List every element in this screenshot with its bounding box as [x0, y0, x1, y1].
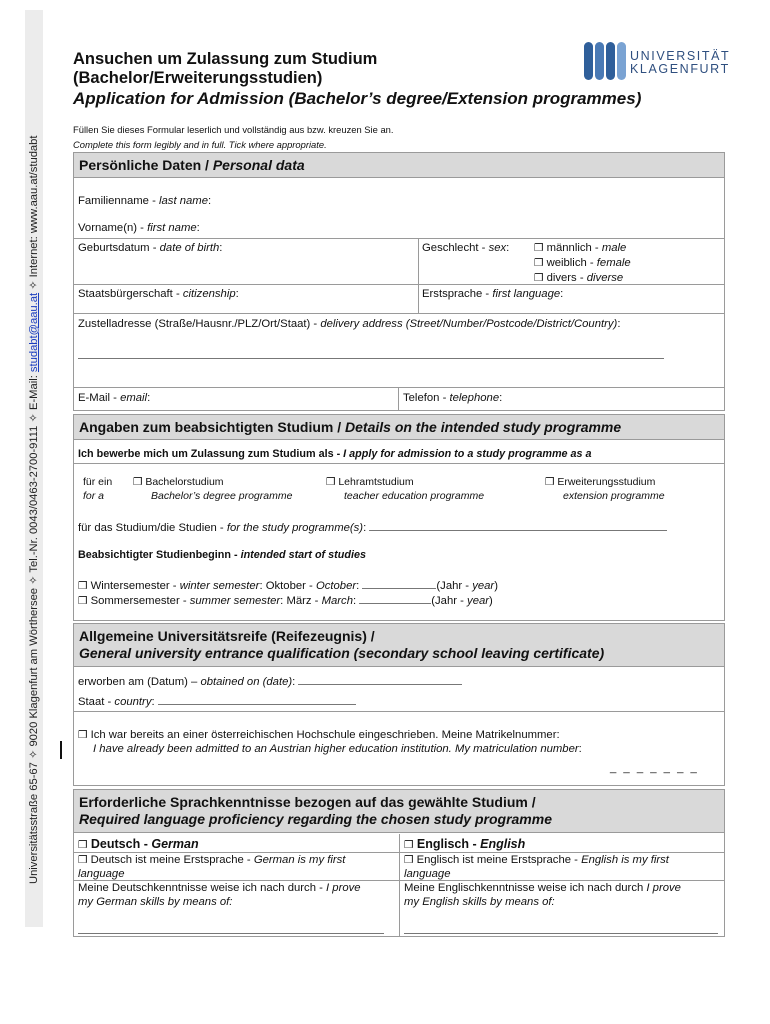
personal-data-heading: Persönliche Daten / Personal data [74, 153, 724, 178]
diverse-checkbox[interactable]: ❒ divers - diverse [534, 272, 624, 284]
fold-mark [60, 741, 62, 759]
divider [73, 387, 725, 388]
matriculation-number-field[interactable]: _ _ _ _ _ _ _ [610, 762, 699, 774]
checkbox-icon: ❒ [404, 854, 414, 866]
form-instructions [73, 122, 393, 152]
internet-text: ✧ Internet: www.aau.at/studabt [28, 135, 40, 293]
extension-checkbox[interactable]: ❒ Erweiterungsstudium extension programme [545, 476, 665, 502]
german-proof-label: Meine Deutschkenntnisse weise ich nach durch - I prove my German skills by means of: [78, 882, 361, 908]
divider [418, 238, 419, 314]
for-a-label: für ein for a [83, 476, 113, 502]
logo-line-2: KLAGENFURT [630, 62, 730, 76]
english-proof-label: Meine Englischkenntnisse weise ich nach durch I prove my English skills by means of: [404, 882, 681, 908]
qualification-heading: Allgemeine Universitätsreife (Reifezeugnis) / General university entrance qualification (secondary school leaving certificate) [74, 624, 724, 667]
divider [73, 463, 725, 464]
german-proof-field[interactable] [78, 922, 384, 934]
checkbox-icon: ❒ [78, 839, 88, 851]
instructions-english: Complete this form legibly and in full. Tick where appropriate. [73, 139, 327, 150]
checkbox-icon: ❒ [534, 272, 544, 284]
english-proof-field[interactable] [404, 922, 718, 934]
contact-sidebar-text [25, 10, 43, 890]
title-german [73, 50, 377, 88]
german-first-language-checkbox[interactable]: ❒ Deutsch ist meine Erstsprache - German is my first language [78, 854, 346, 880]
title-line-1: Ansuchen um Zulassung zum Studium [73, 50, 378, 68]
last-name-field[interactable]: Familienname - last name: [78, 195, 212, 207]
checkbox-icon: ❒ [78, 729, 88, 741]
female-checkbox[interactable]: ❒ weiblich - female [534, 257, 631, 269]
summer-semester-checkbox[interactable]: ❒ Sommersemester - summer semester: März - March: (Jahr - year) [78, 592, 493, 608]
divider [73, 313, 725, 314]
divider [73, 284, 725, 285]
delivery-address-label: Zustelladresse (Straße/Hausnr./PLZ/Ort/Staat) - delivery address (Street/Number/Postcode/District/Country): [78, 318, 621, 330]
teacher-education-checkbox[interactable]: ❒ Lehramtstudium teacher education programme [326, 476, 485, 502]
checkbox-icon: ❒ [534, 257, 544, 269]
checkbox-icon: ❒ [404, 839, 414, 851]
apply-as-label: Ich bewerbe mich um Zulassung zum Studium als - I apply for admission to a study programme as a [78, 448, 592, 460]
divider [399, 834, 400, 937]
title-english: Application for Admission (Bachelor’s degree/Extension programmes) [73, 89, 642, 108]
country-field[interactable]: Staat - country: [78, 693, 356, 709]
male-checkbox[interactable]: ❒ männlich - male [534, 242, 627, 254]
logo-mark-icon [584, 42, 628, 80]
checkbox-icon: ❒ [326, 476, 336, 488]
previously-enrolled-checkbox[interactable]: ❒ Ich war bereits an einer österreichischen Hochschule eingeschrieben. Meine Matrikelnummer: I have already been admitted to an Austrian higher education institution. My matriculation number: [78, 729, 582, 755]
checkbox-icon: ❒ [534, 242, 544, 254]
first-language-field[interactable]: Erstsprache - first language: [422, 288, 564, 300]
study-programme-field[interactable]: für das Studium/die Studien - for the study programme(s): [78, 519, 667, 535]
checkbox-icon: ❒ [78, 854, 88, 866]
logo-line-1: UNIVERSITÄT [630, 49, 731, 63]
german-checkbox[interactable]: ❒ Deutsch - German [78, 837, 199, 851]
winter-semester-checkbox[interactable]: ❒ Wintersemester - winter semester: Oktober - October: (Jahr - year) [78, 577, 498, 593]
email-field[interactable]: E-Mail - email: [78, 392, 151, 404]
divider [398, 387, 399, 411]
email-link[interactable]: studabt@aau.at [28, 292, 40, 373]
divider [73, 238, 725, 239]
logo-name [630, 50, 730, 76]
english-first-language-checkbox[interactable]: ❒ Englisch ist meine Erstsprache - English is my first language [404, 854, 669, 880]
first-name-field[interactable]: Vorname(n) - first name: [78, 222, 200, 234]
language-heading: Erforderliche Sprachkenntnisse bezogen auf das gewählte Studium / Required language proficiency regarding the chosen study programme [74, 790, 724, 833]
personal-data-section [73, 152, 725, 411]
title-line-2: (Bachelor/Erweiterungsstudien) [73, 69, 323, 87]
university-logo [584, 42, 731, 82]
date-of-birth-field[interactable]: Geburtsdatum - date of birth: [78, 242, 223, 254]
citizenship-field[interactable]: Staatsbürgerschaft - citizenship: [78, 288, 239, 300]
checkbox-icon: ❒ [133, 476, 143, 488]
checkbox-icon: ❒ [545, 476, 555, 488]
delivery-address-field[interactable] [78, 347, 664, 359]
checkbox-icon: ❒ [78, 580, 88, 592]
obtained-date-field[interactable]: erworben am (Datum) – obtained on (date): [78, 673, 462, 689]
checkbox-icon: ❒ [78, 595, 88, 607]
divider [73, 711, 725, 712]
study-programme-heading: Angaben zum beabsichtigten Studium / Details on the intended study programme [74, 415, 724, 440]
bachelor-checkbox[interactable]: ❒ Bachelorstudium Bachelor’s degree programme [133, 476, 293, 502]
instructions-german: Füllen Sie dieses Formular leserlich und vollständig aus bzw. kreuzen Sie an. [73, 124, 394, 135]
telephone-field[interactable]: Telefon - telephone: [403, 392, 503, 404]
intended-start-label: Beabsichtigter Studienbeginn - intended start of studies [78, 549, 366, 561]
english-checkbox[interactable]: ❒ Englisch - English [404, 837, 526, 851]
sex-label: Geschlecht - sex: [422, 242, 510, 254]
address-text: Universitätsstraße 65-67 ✧ 9020 Klagenfurt am Wörthersee ✧ Tel.-Nr. 0043/0463-2700-9111 ✧ E-Mail: [28, 372, 40, 884]
